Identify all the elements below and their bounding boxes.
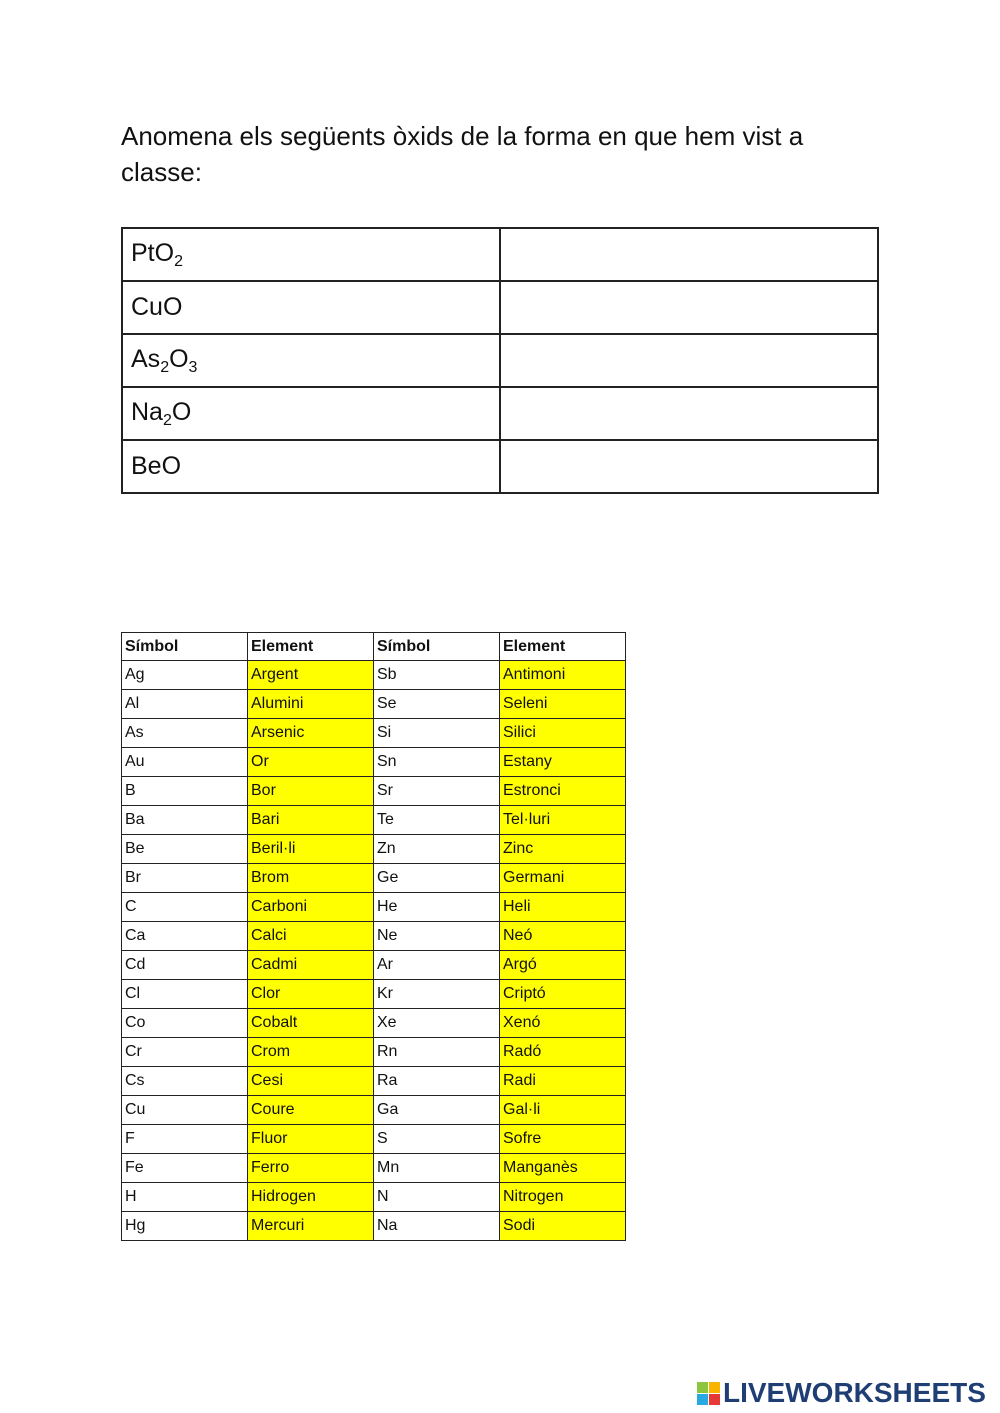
oxide-row: [122, 281, 878, 334]
table-row: [122, 719, 626, 748]
table-row: [122, 835, 626, 864]
symbol-cell: Ge: [374, 864, 500, 893]
liveworksheets-logo: [697, 1377, 986, 1409]
symbol-cell: Si: [374, 719, 500, 748]
element-name-cell: Brom: [248, 864, 374, 893]
element-name-cell: Gal·li: [500, 1096, 626, 1125]
table-row: [122, 777, 626, 806]
element-name-cell: Bari: [248, 806, 374, 835]
oxide-formula: [122, 281, 500, 334]
symbol-cell: Co: [122, 1009, 248, 1038]
table-row: [122, 1183, 626, 1212]
symbol-cell: Br: [122, 864, 248, 893]
symbol-cell: N: [374, 1183, 500, 1212]
table-row: [122, 1096, 626, 1125]
symbol-cell: Kr: [374, 980, 500, 1009]
table-row: [122, 806, 626, 835]
oxide-formula: [122, 334, 500, 387]
element-name-cell: Zinc: [500, 835, 626, 864]
symbol-cell: Ar: [374, 951, 500, 980]
formula-text: As: [131, 344, 161, 373]
logo-cubes-icon: [697, 1382, 720, 1405]
column-header: Element: [248, 633, 374, 661]
element-table: [121, 632, 626, 1241]
element-name-cell: Fluor: [248, 1125, 374, 1154]
table-row: [122, 922, 626, 951]
element-name-cell: Carboni: [248, 893, 374, 922]
formula-text: Na: [131, 397, 163, 426]
symbol-cell: He: [374, 893, 500, 922]
element-name-cell: Estronci: [500, 777, 626, 806]
symbol-cell: Cs: [122, 1067, 248, 1096]
symbol-cell: Be: [122, 835, 248, 864]
element-name-cell: Bor: [248, 777, 374, 806]
symbol-cell: Hg: [122, 1212, 248, 1241]
symbol-cell: Sb: [374, 661, 500, 690]
oxide-row: [122, 440, 878, 493]
symbol-cell: Ba: [122, 806, 248, 835]
symbol-cell: Se: [374, 690, 500, 719]
table-row: [122, 1154, 626, 1183]
element-name-cell: Nitrogen: [500, 1183, 626, 1212]
element-name-cell: Argent: [248, 661, 374, 690]
symbol-cell: Sn: [374, 748, 500, 777]
table-row: [122, 893, 626, 922]
symbol-cell: Ag: [122, 661, 248, 690]
symbol-cell: F: [122, 1125, 248, 1154]
formula-text: O: [169, 344, 189, 373]
formula-subscript: 3: [188, 358, 198, 376]
element-name-cell: Estany: [500, 748, 626, 777]
symbol-cell: Ra: [374, 1067, 500, 1096]
element-name-cell: Crom: [248, 1038, 374, 1067]
oxide-row: [122, 387, 878, 440]
symbol-cell: Ne: [374, 922, 500, 951]
element-name-cell: Manganès: [500, 1154, 626, 1183]
oxide-answer-field[interactable]: [500, 440, 878, 493]
symbol-cell: Mn: [374, 1154, 500, 1183]
table-row: [122, 951, 626, 980]
table-row: [122, 661, 626, 690]
element-name-cell: Calci: [248, 922, 374, 951]
formula-text: O: [171, 397, 192, 426]
oxide-answer-field[interactable]: [500, 387, 878, 440]
table-row: [122, 864, 626, 893]
element-name-cell: Cesi: [248, 1067, 374, 1096]
symbol-cell: Zn: [374, 835, 500, 864]
table-row: [122, 1038, 626, 1067]
element-name-cell: Sodi: [500, 1212, 626, 1241]
symbol-cell: Cu: [122, 1096, 248, 1125]
symbol-cell: Cd: [122, 951, 248, 980]
oxide-row: [122, 228, 878, 281]
symbol-cell: B: [122, 777, 248, 806]
formula-subscript: 2: [160, 358, 170, 376]
table-row: [122, 1067, 626, 1096]
element-name-cell: Alumini: [248, 690, 374, 719]
oxide-formula: [122, 228, 500, 281]
symbol-cell: Te: [374, 806, 500, 835]
column-header: Símbol: [374, 633, 500, 661]
symbol-cell: As: [122, 719, 248, 748]
formula-text: CuO: [131, 293, 183, 321]
symbol-cell: Fe: [122, 1154, 248, 1183]
column-header: Símbol: [122, 633, 248, 661]
symbol-cell: Al: [122, 690, 248, 719]
formula-text: PtO: [131, 238, 175, 267]
element-name-cell: Seleni: [500, 690, 626, 719]
oxide-answer-field[interactable]: [500, 281, 878, 334]
element-name-cell: Mercuri: [248, 1212, 374, 1241]
element-name-cell: Cobalt: [248, 1009, 374, 1038]
table-row: [122, 1125, 626, 1154]
element-name-cell: Argó: [500, 951, 626, 980]
symbol-cell: C: [122, 893, 248, 922]
element-name-cell: Clor: [248, 980, 374, 1009]
table-row: [122, 748, 626, 777]
element-name-cell: Radi: [500, 1067, 626, 1096]
oxide-answer-field[interactable]: [500, 228, 878, 281]
element-name-cell: Hidrogen: [248, 1183, 374, 1212]
formula-subscript: 2: [162, 411, 172, 429]
element-name-cell: Xenó: [500, 1009, 626, 1038]
formula-text: BeO: [131, 452, 182, 480]
element-name-cell: Silici: [500, 719, 626, 748]
element-name-cell: Neó: [500, 922, 626, 951]
symbol-cell: Ca: [122, 922, 248, 951]
element-name-cell: Arsenic: [248, 719, 374, 748]
element-name-cell: Tel·luri: [500, 806, 626, 835]
symbol-cell: S: [374, 1125, 500, 1154]
symbol-cell: Sr: [374, 777, 500, 806]
element-name-cell: Germani: [500, 864, 626, 893]
symbol-cell: Na: [374, 1212, 500, 1241]
symbol-cell: Ga: [374, 1096, 500, 1125]
instruction-text: Anomena els següents òxids de la forma en que hem vist a classe:: [121, 121, 804, 187]
element-name-cell: Cadmi: [248, 951, 374, 980]
element-name-cell: Antimoni: [500, 661, 626, 690]
oxide-formula: [122, 440, 500, 493]
symbol-cell: Au: [122, 748, 248, 777]
element-table-header: [122, 633, 626, 661]
table-row: [122, 690, 626, 719]
table-row: [122, 1009, 626, 1038]
element-name-cell: Criptó: [500, 980, 626, 1009]
formula-subscript: 2: [174, 252, 183, 270]
oxide-answer-field[interactable]: [500, 334, 878, 387]
oxide-row: [122, 334, 878, 387]
symbol-cell: Cl: [122, 980, 248, 1009]
oxides-table: [121, 227, 879, 494]
column-header: Element: [500, 633, 626, 661]
element-name-cell: Radó: [500, 1038, 626, 1067]
element-name-cell: Heli: [500, 893, 626, 922]
element-name-cell: Beril·li: [248, 835, 374, 864]
element-name-cell: Or: [248, 748, 374, 777]
element-name-cell: Sofre: [500, 1125, 626, 1154]
element-name-cell: Coure: [248, 1096, 374, 1125]
symbol-cell: Xe: [374, 1009, 500, 1038]
symbol-cell: H: [122, 1183, 248, 1212]
symbol-cell: Cr: [122, 1038, 248, 1067]
symbol-cell: Rn: [374, 1038, 500, 1067]
table-row: [122, 1212, 626, 1241]
logo-text: LIVEWORKSHEETS: [723, 1377, 986, 1408]
table-row: [122, 980, 626, 1009]
element-name-cell: Ferro: [248, 1154, 374, 1183]
oxide-formula: [122, 387, 500, 440]
